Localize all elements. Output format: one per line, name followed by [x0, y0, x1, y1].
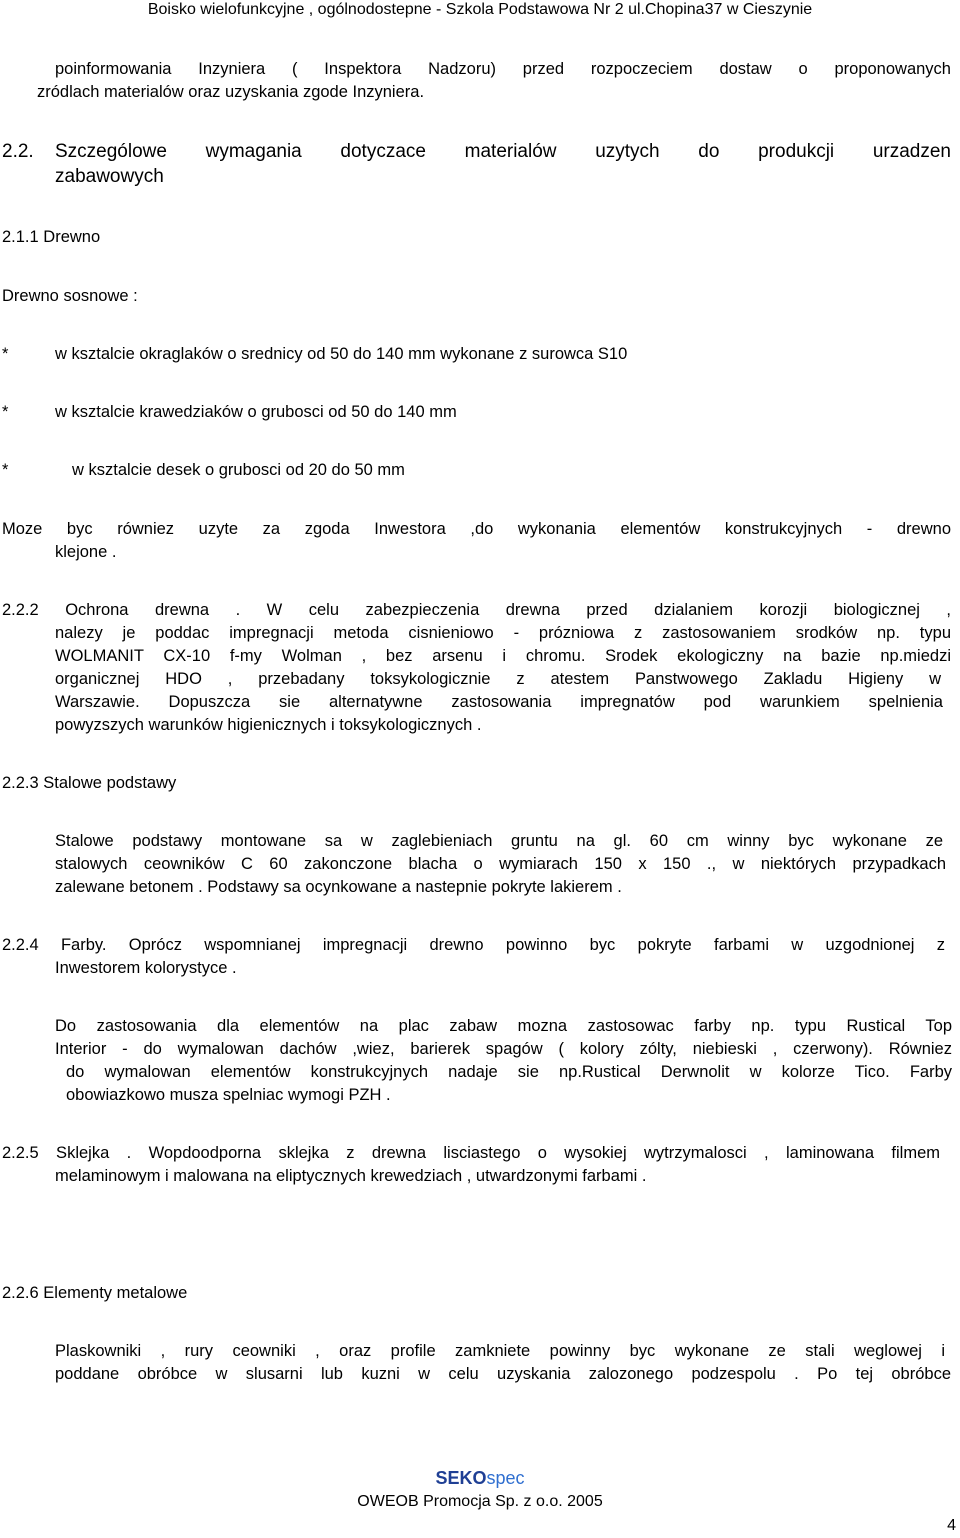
ochrona-line-3: WOLMANIT CX-10 f-my Wolman , bez arsenu i chromu. Srodek ekologiczny na bazie np.miedzi: [55, 647, 951, 665]
logo-light-text: spec: [486, 1468, 525, 1488]
intro-line-2: zródlach materialów oraz uzyskania zgode Inzyniera.: [37, 83, 425, 101]
ochrona-line-1: 2.2.2 Ochrona drewna . W celu zabezpieczenia drewna przed dzialaniem korozji biologicznej ,: [2, 601, 951, 619]
ochrona-line-4: organicznej HDO , przebadany toksykologicznie z atestem Panstwowego Zakladu Higieny w: [55, 670, 941, 688]
bullet-mark: *: [2, 403, 9, 421]
bullet-item: w ksztalcie okraglaków o srednicy od 50 do 140 mm wykonane z surowca S10: [55, 345, 628, 363]
stalowe-line-1: Stalowe podstawy montowane sa w zaglebieniach gruntu na gl. 60 cm winny byc wykonane ze: [55, 832, 943, 850]
section-title-line-1: Szczególowe wymagania dotyczace materialów uzytych do produkcji urzadzen: [55, 141, 951, 162]
page-header: Boisko wielofunkcyjne , ogólnodostepne - Szkola Podstawowa Nr 2 ul.Chopina37 w Cieszynie: [147, 1, 813, 18]
footer-company: OWEOB Promocja Sp. z o.o. 2005: [357, 1493, 603, 1510]
ochrona-line-6: powyzszych warunków higienicznych i toksykologicznych .: [55, 716, 482, 734]
farby-p2-line-2: Interior - do wymalowan dachów ,wiez, barierek spagów ( kolory zólty, niebieski , czerwony). Równiez: [55, 1040, 952, 1058]
bullet-item: w ksztalcie desek o grubosci od 20 do 50 mm: [72, 461, 405, 479]
farby-p2-line-4: obowiazkowo musza spelniac wymogi PZH .: [66, 1086, 391, 1104]
drewno-note-line-1: Moze byc równiez uzyte za zgoda Inwestora ,do wykonania elementów konstrukcyjnych - drewno: [2, 520, 951, 538]
subsection-heading-metalowe: 2.2.6 Elementy metalowe: [2, 1284, 188, 1302]
farby-p2-line-1: Do zastosowania dla elementów na plac zabaw mozna zastosowac farby np. typu Rustical Top: [55, 1017, 952, 1035]
bullet-mark: *: [2, 461, 9, 479]
sklejka-line-2: melaminowym i malowana na eliptycznych krewedziach , utwardzonymi farbami .: [55, 1167, 647, 1185]
subsection-heading-stalowe: 2.2.3 Stalowe podstawy: [2, 774, 177, 792]
section-title-line-2: zabawowych: [55, 166, 164, 187]
ochrona-line-5: Warszawie. Dopuszcza sie alternatywne zastosowania impregnatów pod warunkiem spelnienia: [55, 693, 943, 711]
metalowe-line-1: Plaskowniki , rury ceowniki , oraz profile zamkniete powinny byc wykonane ze stali weglowej i: [55, 1342, 945, 1360]
drewno-note-line-2: klejone .: [55, 543, 117, 561]
bullet-mark: *: [2, 345, 9, 363]
farby-line-1: 2.2.4 Farby. Oprócz wspomnianej impregnacji drewno powinno byc pokryte farbami w uzgodnionej z: [2, 936, 945, 954]
stalowe-line-2: stalowych ceowników C 60 zakonczone blacha o wymiarach 150 x 150 ., w niektórych przypadkach: [55, 855, 946, 873]
ochrona-line-2: nalezy je poddac impregnacji metoda cisnieniowo - prózniowa z zastosowaniem srodków np. typu: [55, 624, 951, 642]
intro-line-1: poinformowania Inzyniera ( Inspektora Nadzoru) przed rozpoczeciem dostaw o proponowanych: [55, 60, 951, 78]
logo-bold-text: SEKO: [435, 1468, 487, 1488]
stalowe-line-3: zalewane betonem . Podstawy sa ocynkowane a nastepnie pokryte lakierem .: [55, 878, 622, 896]
farby-line-2: Inwestorem kolorystyce .: [55, 959, 237, 977]
subsection-heading-drewno: 2.1.1 Drewno: [2, 228, 101, 246]
metalowe-line-2: poddane obróbce w slusarni lub kuzni w celu uzyskania zalozonego podzespolu . Po tej obróbce: [55, 1365, 951, 1383]
page-number: 4: [947, 1517, 956, 1534]
bullet-item: w ksztalcie krawedziaków o grubosci od 50 do 140 mm: [55, 403, 457, 421]
farby-p2-line-3: do wymalowan elementów konstrukcyjnych nadaje sie np.Rustical Derwnolit w kolorze Tico. Farby: [66, 1063, 952, 1081]
section-number: 2.2.: [2, 141, 34, 162]
sekospec-logo: [0, 1467, 960, 1490]
sklejka-line-1: 2.2.5 Sklejka . Wopdoodporna sklejka z drewna lisciastego o wysokiej wytrzymalosci , laminowana filmem: [2, 1144, 940, 1162]
drewno-sosnowe-label: Drewno sosnowe :: [2, 287, 138, 305]
